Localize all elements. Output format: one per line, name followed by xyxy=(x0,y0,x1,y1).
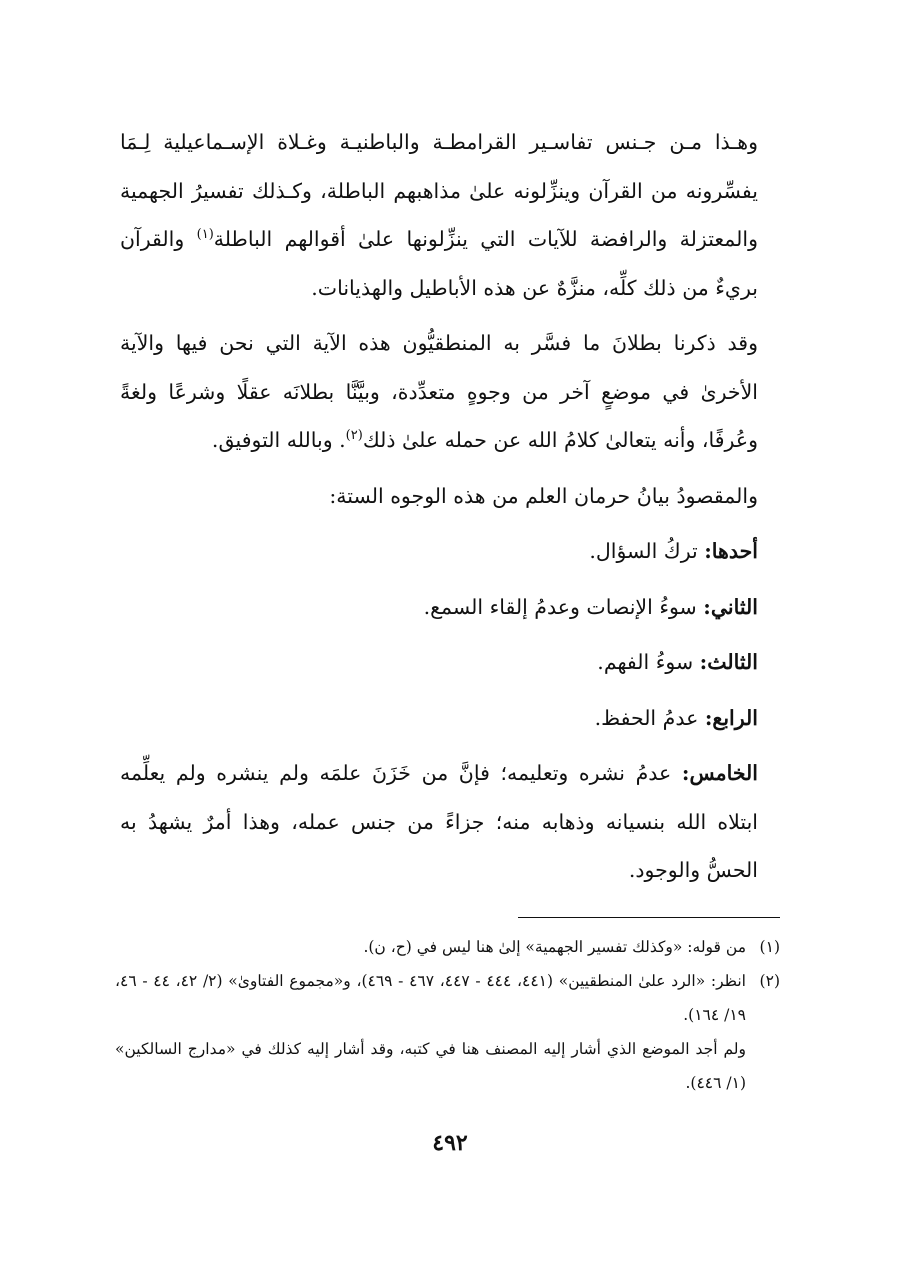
item-text: عدمُ الحفظ. xyxy=(594,705,705,730)
list-item xyxy=(120,583,780,632)
item-label: الثاني: xyxy=(703,594,758,619)
paragraph-2 xyxy=(120,319,780,465)
footnote-ref-2: (٢) xyxy=(345,428,363,444)
footnote-1 xyxy=(115,930,780,964)
item-text: تركُ السؤال. xyxy=(589,539,705,563)
footnote-2 xyxy=(115,964,780,1032)
paragraph-1 xyxy=(120,118,780,312)
footnote-ref-1: (١) xyxy=(196,227,214,243)
item-text: سوءُ الفهم. xyxy=(597,650,700,674)
list-item xyxy=(120,527,780,576)
main-text xyxy=(120,118,780,902)
paragraph-1-end: والقرآن بريءٌ من ذلك كلِّه، منزَّهٌ عن هذه الأباطيل والهذيانات. xyxy=(120,227,758,300)
footnote-2-continuation: ولم أجد الموضع الذي أشار إليه المصنف هنا في كتبه، وقد أشار إليه كذلك في «مدارج السالكين» (١/ ٤٤٦). xyxy=(115,1040,746,1092)
paragraph-2-text: وقد ذكرنا بطلانَ ما فسَّر به المنطقيُّون هذه الآية التي نحن فيها والآية الأخرىٰ في موضعٍ آخر من وجوهٍ متعدِّدة، وبيَّنَّا بطلانَه عقلًا وشرعًا ولغةً وعُرفًا، وأنه يتعالىٰ كلامُ الله عن حمله علىٰ ذلك xyxy=(120,331,758,452)
footnote-number: (١) xyxy=(759,938,780,956)
paragraph-2-end: . وبالله التوفيق. xyxy=(211,428,346,452)
item-label: الثالث: xyxy=(699,650,758,674)
list-item xyxy=(120,638,780,687)
footnote-number: (٢) xyxy=(759,972,780,990)
paragraph-1-text: وهـذا مـن جـنس تفاسـير القرامطـة والباطنيـة وغـلاة الإسـماعيلية لِـمَا يفسِّرونه من القرآن وينزِّلونه علىٰ مذاهبهم الباطلة، وكـذلك تفسيرُ الجهمية والمعتزلة والرافضة للآيات التي ينزِّلونها علىٰ أقوالهم الباطلة xyxy=(120,130,758,251)
footnote-text: انظر: «الرد علىٰ المنطقيين» (٤٤١، ٤٤٤ - ٤٤٧، ٤٦٧ - ٤٦٩)، و«مجموع الفتاوىٰ» (٢/ ٤٢، ٤٤ - ٤٦، ١٩/ ١٦٤). xyxy=(115,972,746,1024)
footnotes xyxy=(115,930,780,1100)
list-item xyxy=(120,694,780,743)
page-number: ٤٩٢ xyxy=(432,1130,468,1156)
footnote-text: من قوله: «وكذلك تفسير الجهمية» إلىٰ هنا ليس في (ح، ن). xyxy=(363,938,746,956)
item-text: عدمُ نشره وتعليمه؛ فإنَّ من خَزَنَ علمَه ولم ينشره ولم يعلِّمه ابتلاه الله بنسيانه وذهابه منه؛ جزاءً من جنس عمله، وهذا أمرٌ يشهدُ به الحسُّ والوجود. xyxy=(120,761,758,882)
item-label: الخامس: xyxy=(681,761,758,785)
item-label: الرابع: xyxy=(704,705,758,730)
item-text: سوءُ الإنصات وعدمُ إلقاء السمع. xyxy=(423,594,704,619)
list-item xyxy=(120,749,780,895)
item-label: أحدها: xyxy=(704,539,758,563)
footnote-divider xyxy=(518,917,780,918)
paragraph-3: والمقصودُ بيانُ حرمان العلم من هذه الوجوه الستة: xyxy=(329,483,758,508)
